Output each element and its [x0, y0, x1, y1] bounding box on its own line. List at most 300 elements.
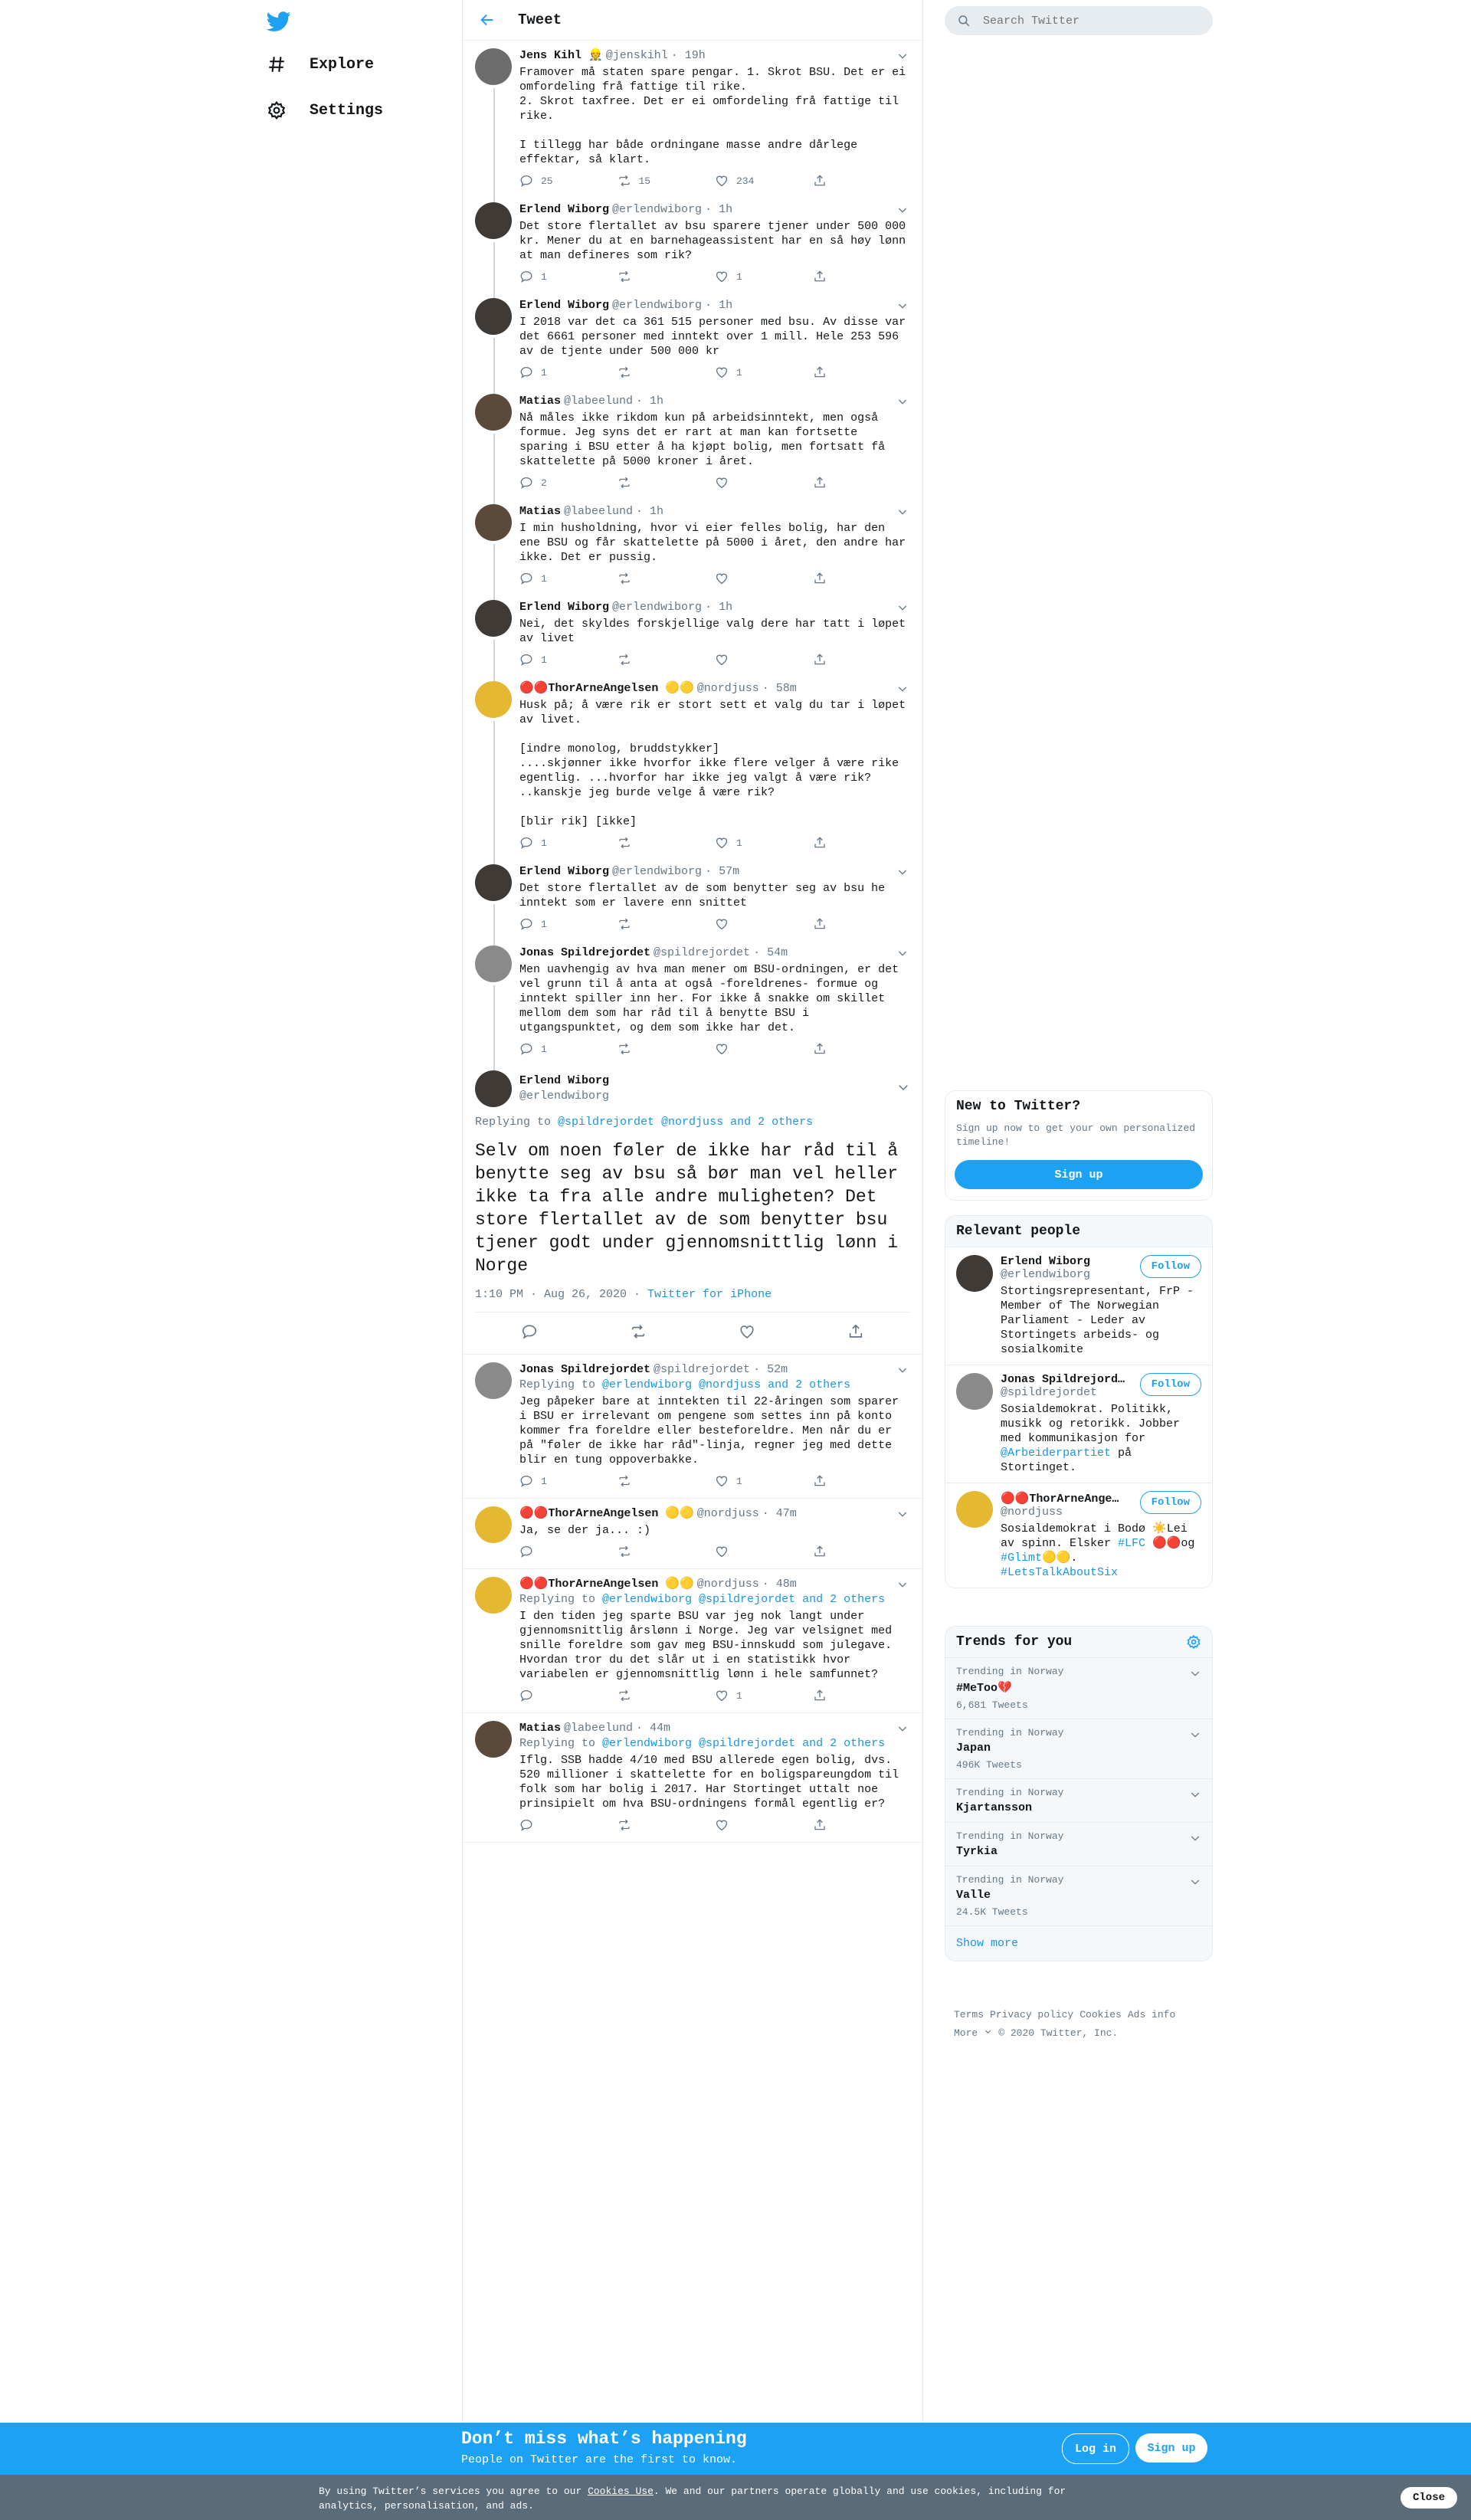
like-icon [715, 174, 729, 188]
person-bio [1001, 1522, 1201, 1580]
like-action[interactable] [715, 1474, 813, 1488]
reply-icon [519, 1474, 533, 1488]
avatar[interactable] [475, 1721, 512, 1758]
avatar[interactable] [475, 1506, 512, 1543]
author-name[interactable]: 🔴🔴ThorArneAngelsen 🟡🟡 [519, 1578, 694, 1591]
share-action[interactable] [813, 365, 911, 379]
chevron-down-icon[interactable] [895, 1506, 910, 1522]
avatar[interactable] [956, 1373, 993, 1410]
reply-action[interactable] [519, 270, 618, 283]
retweet-icon [618, 1474, 631, 1488]
author-name[interactable]: Erlend Wiborg [519, 299, 610, 312]
retweet-action[interactable] [618, 1545, 716, 1558]
tweet[interactable] [463, 1355, 922, 1499]
tweet-source[interactable]: Twitter for iPhone [647, 1288, 772, 1301]
tweet-actions [519, 829, 910, 857]
author-handle[interactable]: @nordjuss [696, 1578, 759, 1591]
chevron-down-icon [984, 2027, 992, 2036]
reply-icon [519, 1689, 533, 1702]
person-bio [1001, 1402, 1201, 1475]
cookie-text-pre: By using Twitter’s services you agree to our [319, 2486, 588, 2497]
share-action[interactable] [813, 572, 911, 585]
share-icon [813, 1689, 827, 1702]
share-icon[interactable] [847, 1323, 864, 1344]
back-arrow-icon[interactable] [472, 5, 503, 35]
trend-list [945, 1657, 1212, 1925]
author-handle[interactable]: @erlendwiborg [612, 865, 703, 878]
like-icon [715, 917, 729, 931]
author-handle[interactable]: @erlendwiborg [519, 1090, 610, 1103]
author-name[interactable]: Jonas Spildrejordet [519, 1363, 651, 1376]
replying-to-link[interactable]: @spildrejordet @nordjuss and 2 others [558, 1116, 814, 1129]
chevron-down-icon[interactable] [1189, 1788, 1201, 1804]
reply-count: 1 [541, 1043, 547, 1055]
tweet-time[interactable]: · 52m [753, 1363, 788, 1376]
author-handle[interactable]: @labeelund [564, 395, 634, 408]
tweet-time[interactable]: · 1h [705, 299, 733, 312]
bio-text: 🔴🔴og [1145, 1537, 1195, 1550]
retweet-icon [618, 174, 631, 188]
gear-icon[interactable] [1186, 1634, 1201, 1654]
bio-hashtag-link[interactable]: #LFC [1118, 1537, 1146, 1550]
avatar[interactable] [475, 202, 512, 239]
reply-icon [519, 653, 533, 667]
share-action[interactable] [813, 1042, 911, 1056]
like-action[interactable] [715, 365, 813, 379]
retweet-action[interactable] [618, 1818, 716, 1832]
tweet-text: I den tiden jeg sparte BSU var jeg nok langt under gjennomsnittlig årslønn i Norge. Jeg var velsignet med snille foreldre som gav meg BSU-innskudd som julegave. Hvordan tror du det slår ut i en statistikk hvor variabelen er gjennomsnittlig lønn i hele samfunnet? [519, 1610, 899, 1681]
relevant-people-card [945, 1215, 1213, 1588]
share-icon [813, 1042, 827, 1056]
replying-to-link[interactable]: @erlendwiborg @nordjuss and 2 others [602, 1378, 851, 1391]
hashtag-icon [265, 53, 288, 76]
reply-icon [519, 365, 533, 379]
retweet-action[interactable] [618, 174, 716, 188]
retweet-action[interactable] [618, 365, 716, 379]
trend-item[interactable] [945, 1719, 1212, 1778]
chevron-down-icon[interactable] [895, 1577, 910, 1592]
avatar[interactable] [475, 504, 512, 541]
trend-item[interactable] [945, 1866, 1212, 1925]
tweet-actions [519, 167, 910, 195]
trend-item[interactable] [945, 1822, 1212, 1866]
follow-button[interactable]: Follow [1140, 1491, 1201, 1514]
chevron-down-icon[interactable] [895, 945, 910, 961]
tweet-time[interactable]: · 48m [762, 1578, 797, 1591]
author-handle[interactable]: @jenskihl [605, 49, 668, 62]
follow-button[interactable]: Follow [1140, 1255, 1201, 1278]
tweet-time[interactable]: · 1h [636, 505, 664, 518]
replying-prefix: Replying to [475, 1116, 559, 1129]
person-item[interactable] [945, 1247, 1212, 1365]
retweet-action[interactable] [618, 917, 716, 931]
bio-text: Sosialdemokrat i Bodø ☀️Lei av spinn. Elsker [1001, 1522, 1188, 1550]
like-action[interactable] [715, 572, 813, 585]
tweet[interactable] [463, 496, 922, 592]
search-bar[interactable] [945, 6, 1213, 35]
author-handle[interactable]: @erlendwiborg [612, 203, 703, 216]
footer-more-label: More [954, 2027, 978, 2039]
author-name[interactable]: Jens Kihl 👷 [519, 49, 603, 62]
reply-action[interactable] [519, 653, 618, 667]
author-name[interactable]: Erlend Wiborg [519, 1074, 610, 1087]
like-icon [715, 1689, 729, 1702]
person-name[interactable]: 🔴🔴ThorArneAnge… [1001, 1493, 1119, 1506]
like-action[interactable] [715, 1545, 813, 1558]
share-icon [813, 1545, 827, 1558]
retweet-action[interactable] [618, 653, 716, 667]
like-icon [715, 1818, 729, 1832]
avatar[interactable] [475, 1362, 512, 1399]
follow-button[interactable]: Follow [1140, 1373, 1201, 1396]
reply-action[interactable] [519, 365, 618, 379]
column-header [463, 0, 922, 41]
avatar[interactable] [475, 394, 512, 431]
retweet-icon [618, 836, 631, 850]
replying-to-link[interactable]: @erlendwiborg @spildrejordet and 2 others [602, 1593, 886, 1606]
replying-prefix: Replying to [519, 1593, 603, 1606]
chevron-down-icon[interactable] [895, 504, 910, 519]
show-more-link[interactable]: Show more [945, 1925, 1212, 1961]
trend-item[interactable] [945, 1778, 1212, 1822]
like-icon [715, 270, 729, 283]
share-icon [813, 836, 827, 850]
reply-count: 25 [541, 175, 553, 187]
author-handle[interactable]: @labeelund [564, 505, 634, 518]
trend-context: Trending in Norway [956, 1666, 1064, 1677]
trend-name: Tyrkia [956, 1845, 998, 1858]
replying-to-link[interactable]: @erlendwiborg @spildrejordet and 2 others [602, 1737, 886, 1750]
tweet-text: Det store flertallet av de som benytter seg av bsu he inntekt som er lavere enn snittet [519, 882, 893, 909]
author-name[interactable]: 🔴🔴ThorArneAngelsen 🟡🟡 [519, 1507, 694, 1520]
author-handle[interactable]: @nordjuss [696, 682, 759, 695]
tweet-time[interactable]: · 57m [705, 865, 740, 878]
like-icon [715, 1474, 729, 1488]
search-input[interactable] [981, 14, 1199, 28]
author-handle[interactable]: @spildrejordet [654, 1363, 751, 1376]
reply-action[interactable] [519, 572, 618, 585]
relevant-people-title: Relevant people [945, 1216, 1212, 1247]
retweet-icon [618, 572, 631, 585]
reply-action[interactable] [519, 836, 618, 850]
trend-name: Japan [956, 1742, 991, 1755]
trends-card [945, 1626, 1213, 1961]
like-icon [715, 1545, 729, 1558]
reply-icon [519, 917, 533, 931]
author-name[interactable]: Matias [519, 1722, 562, 1735]
like-action[interactable] [715, 917, 813, 931]
author-name[interactable]: Erlend Wiborg [519, 203, 610, 216]
reply-action[interactable] [519, 1818, 618, 1832]
login-button[interactable]: Log in [1062, 2433, 1129, 2464]
person-handle: @spildrejordet [1001, 1386, 1098, 1399]
bio-hashtag-link[interactable]: #LetsTalkAboutSix [1001, 1566, 1119, 1579]
author-name[interactable]: Erlend Wiborg [519, 865, 610, 878]
author-handle[interactable]: @spildrejordet [654, 946, 751, 959]
twitter-bird-icon[interactable] [267, 9, 291, 34]
tweet[interactable] [463, 1499, 922, 1569]
signup-banner [0, 2423, 1471, 2475]
retweet-icon [618, 1545, 631, 1558]
replying-to [519, 1378, 910, 1393]
bio-text: 🟡🟡. [1042, 1552, 1078, 1565]
tweet[interactable] [463, 386, 922, 496]
tweet[interactable] [463, 41, 922, 195]
author-handle[interactable]: @erlendwiborg [612, 601, 703, 614]
tweet-text: Jeg påpeker bare at inntekten til 22-åringen som sparer i BSU er irrelevant om pengene som settes inn på konto kommer fra foreldre eller besteforeldre. Men når du er på "føler de ikke har råd"-linja, regner jeg med dette blir en tung oppoverbakke. [519, 1395, 906, 1466]
chevron-down-icon[interactable] [1189, 1832, 1201, 1848]
author-name[interactable]: Jonas Spildrejordet [519, 946, 651, 959]
chevron-down-icon[interactable] [895, 48, 910, 64]
share-icon [813, 572, 827, 585]
share-action[interactable] [813, 476, 911, 490]
retweet-action[interactable] [618, 572, 716, 585]
like-action[interactable] [715, 1818, 813, 1832]
share-action[interactable] [813, 1689, 911, 1702]
reply-icon [519, 1818, 533, 1832]
tweet-time[interactable]: · 1h [705, 203, 733, 216]
tweet-text: Iflg. SSB hadde 4/10 med BSU allerede egen bolig, dvs. 520 millioner i skattelette for en boligspareungdom til folk som har bolig i 2017. Har Stortinget uttalt noe prinsipielt om hva BSU-ordningens formål egentlig er? [519, 1754, 906, 1811]
avatar[interactable] [956, 1491, 993, 1528]
signup-button[interactable]: Sign up [955, 1160, 1203, 1189]
tweet-text: Husk på; å være rik er stort sett et valg du tar i løpet av livet. [indre monolog, bruddstykker] ....skjønner ikke hvorfor ikke flere velger å være rike egentlig. ...hvorfor har ikke jeg valgt å være rik? ..kanskje jeg burde velge å være rik? [blir rik] [ikke] [519, 699, 906, 828]
avatar[interactable] [956, 1255, 993, 1292]
reply-action[interactable] [519, 1689, 618, 1702]
reply-action[interactable] [519, 174, 618, 188]
tweet[interactable] [463, 592, 922, 673]
reply-action[interactable] [519, 1042, 618, 1056]
reply-icon [519, 270, 533, 283]
reply-icon [519, 174, 533, 188]
chevron-down-icon[interactable] [1189, 1729, 1201, 1745]
tweet-meta [475, 1277, 910, 1312]
reply-list [463, 1355, 922, 1843]
tweet-time[interactable]: · 1h [705, 601, 733, 614]
nav-settings[interactable] [265, 92, 383, 129]
tweet[interactable] [463, 195, 922, 290]
like-count: 1 [736, 366, 742, 378]
new-to-twitter-subtitle: Sign up now to get your own personalized timeline! [956, 1122, 1196, 1148]
share-action[interactable] [813, 1545, 911, 1558]
banner-subtitle: People on Twitter are the first to know. [461, 2453, 738, 2466]
trend-name: Kjartansson [956, 1801, 1033, 1814]
cookie-text-post: . We and our partners operate globally and use cookies, including for analytics, personalisation, and ads. [319, 2486, 1066, 2512]
tweet[interactable] [463, 1569, 922, 1713]
tweet-time[interactable]: · 58m [762, 682, 797, 695]
share-action[interactable] [813, 270, 911, 283]
like-icon [715, 476, 729, 490]
avatar[interactable] [475, 48, 512, 85]
tweet[interactable] [463, 1713, 922, 1843]
trend-count: 6,681 Tweets [956, 1699, 1028, 1711]
chevron-down-icon[interactable] [1189, 1667, 1201, 1683]
nav-explore[interactable] [265, 46, 374, 83]
tweet-text: I min husholdning, hvor vi eier felles bolig, har den ene BSU og får skattelette på 5000 i året, den andre har ikke. Det er pussig. [519, 522, 913, 564]
like-action[interactable] [715, 836, 813, 850]
footer-ads-link[interactable]: Ads info [1127, 2009, 1176, 2020]
cookie-close-button[interactable]: Close [1401, 2487, 1457, 2509]
like-action[interactable] [715, 1689, 813, 1702]
replying-prefix: Replying to [519, 1378, 603, 1391]
retweet-icon [618, 476, 631, 490]
retweet-icon [618, 365, 631, 379]
tweet-text: Nei, det skyldes forskjellige valg dere har tatt i løpet av livet [519, 618, 913, 645]
person-handle: @erlendwiborg [1001, 1268, 1091, 1281]
author-handle[interactable]: @nordjuss [696, 1507, 759, 1520]
tweet-actions [519, 910, 910, 938]
footer-terms-link[interactable]: Terms [954, 2009, 984, 2020]
like-count: 1 [736, 837, 742, 849]
tweet-timestamp[interactable]: 1:10 PM · Aug 26, 2020 · [475, 1288, 648, 1301]
tweet-time[interactable]: · 54m [753, 946, 788, 959]
tweet[interactable] [463, 857, 922, 938]
share-icon [813, 174, 827, 188]
reply-icon [519, 1545, 533, 1558]
like-icon[interactable] [739, 1323, 755, 1344]
like-icon [715, 572, 729, 585]
chevron-down-icon[interactable] [895, 202, 910, 218]
tweet[interactable] [463, 290, 922, 386]
reply-action[interactable] [519, 917, 618, 931]
retweet-action[interactable] [618, 1474, 716, 1488]
trend-context: Trending in Norway [956, 1874, 1064, 1886]
chevron-down-icon[interactable] [896, 1080, 910, 1098]
share-icon [813, 653, 827, 667]
avatar[interactable] [475, 600, 512, 637]
retweet-action[interactable] [618, 1689, 716, 1702]
footer-privacy-link[interactable]: Privacy policy [990, 2009, 1074, 2020]
share-action[interactable] [813, 174, 911, 188]
nav-settings-label: Settings [310, 101, 384, 120]
like-action[interactable] [715, 1042, 813, 1056]
like-action[interactable] [715, 476, 813, 490]
tweet-time[interactable]: · 47m [762, 1507, 797, 1520]
footer-cookies-link[interactable]: Cookies [1079, 2009, 1122, 2020]
avatar[interactable] [475, 298, 512, 335]
retweet-action[interactable] [618, 476, 716, 490]
person-name[interactable]: Erlend Wiborg [1001, 1255, 1091, 1268]
tweet[interactable] [463, 938, 922, 1063]
tweet-actions [519, 1811, 910, 1839]
author-handle[interactable]: @labeelund [564, 1722, 634, 1735]
retweet-action[interactable] [618, 1042, 716, 1056]
tweet-text: Men uavhengig av hva man mener om BSU-ordningen, er det vel grunn til å anta at også -foreldrenes- formue og inntekt spiller inn her. For ikke å snakke om skillet mellom dem som har råd til å benytte BSU i utgangspunktet, og dem som ikke har det. [519, 963, 906, 1034]
cookie-use-link[interactable]: Cookies Use [588, 2486, 654, 2497]
share-action[interactable] [813, 917, 911, 931]
author-handle[interactable]: @erlendwiborg [612, 299, 703, 312]
avatar[interactable] [475, 945, 512, 982]
reply-icon [519, 572, 533, 585]
chevron-down-icon[interactable] [895, 600, 910, 615]
reply-action[interactable] [519, 476, 618, 490]
tweet-text: Framover må staten spare pengar. 1. Skrot BSU. Det er ei omfordeling frå fattige til rike. 2. Skrot taxfree. Det er ei omfordeling frå fattige til rike. I tillegg har både ordningane masse andre dårlege effektar, så klart. [519, 66, 906, 166]
trend-item[interactable] [945, 1657, 1212, 1719]
chevron-down-icon[interactable] [895, 864, 910, 880]
reply-action[interactable] [519, 1545, 618, 1558]
reply-icon[interactable] [521, 1323, 538, 1344]
chevron-down-icon[interactable] [895, 1362, 910, 1378]
tweet-actions [519, 565, 910, 592]
trend-count: 24.5K Tweets [956, 1906, 1028, 1918]
retweet-action[interactable] [618, 270, 716, 283]
new-to-twitter-card [945, 1090, 1213, 1201]
thread-list [463, 41, 922, 1063]
tweet-time[interactable]: · 1h [636, 395, 664, 408]
share-action[interactable] [813, 836, 911, 850]
avatar[interactable] [475, 681, 512, 718]
author-name[interactable]: Erlend Wiborg [519, 601, 610, 614]
share-action[interactable] [813, 653, 911, 667]
tweet-time[interactable]: · 19h [670, 49, 706, 62]
chevron-down-icon[interactable] [895, 394, 910, 409]
bio-hashtag-link[interactable]: #Glimt [1001, 1552, 1043, 1565]
like-action[interactable] [715, 174, 813, 188]
like-icon [715, 1042, 729, 1056]
cookie-text [319, 2484, 1085, 2513]
new-to-twitter-title: New to Twitter? [956, 1099, 1081, 1114]
share-icon [813, 476, 827, 490]
footer-more-link[interactable] [954, 2027, 992, 2039]
replying-prefix: Replying to [519, 1737, 603, 1750]
person-item[interactable] [945, 1365, 1212, 1483]
signup-banner-button[interactable]: Sign up [1135, 2433, 1207, 2463]
tweet-time[interactable]: · 44m [636, 1722, 671, 1735]
trends-title [945, 1627, 1212, 1657]
bio-mention-link[interactable]: @Arbeiderpartiet [1001, 1447, 1112, 1460]
chevron-down-icon[interactable] [895, 1721, 910, 1736]
trends-title-text: Trends for you [956, 1634, 1073, 1650]
tweet-actions [519, 1682, 910, 1709]
avatar[interactable] [475, 864, 512, 901]
avatar[interactable] [475, 1070, 512, 1107]
tweet-text: Ja, se der ja... :) [519, 1524, 651, 1537]
main-column [462, 0, 923, 2520]
page-title: Tweet [518, 11, 562, 28]
author-name[interactable]: Matias [519, 395, 562, 408]
share-action[interactable] [813, 1818, 911, 1832]
reply-count: 2 [541, 477, 547, 489]
retweet-count: 15 [638, 175, 651, 187]
like-count: 1 [736, 1475, 742, 1487]
chevron-down-icon[interactable] [1189, 1876, 1201, 1892]
tweet-actions [519, 359, 910, 386]
reply-count: 1 [541, 572, 547, 585]
like-icon [715, 836, 729, 850]
reply-action[interactable] [519, 1474, 618, 1488]
trend-name: #MeToo💔 [956, 1682, 1012, 1695]
trend-context: Trending in Norway [956, 1830, 1064, 1842]
tweet-actions [519, 1035, 910, 1063]
author-name[interactable]: 🔴🔴ThorArneAngelsen 🟡🟡 [519, 682, 694, 695]
author-name[interactable]: Matias [519, 505, 562, 518]
person-name[interactable]: Jonas Spildrejord… [1001, 1373, 1125, 1386]
like-action[interactable] [715, 270, 813, 283]
retweet-icon[interactable] [630, 1323, 647, 1344]
chevron-down-icon[interactable] [895, 298, 910, 313]
person-item[interactable] [945, 1483, 1212, 1588]
tweet-text: Selv om noen føler de ikke har råd til å benytte seg av bsu så bør man vel heller ikke ta fra alle andre muligheten? Det store flertallet av de som benytter bsu tjener godt under gjennomsnittlig lønn i Norge [475, 1141, 909, 1276]
tweet-text: Det store flertallet av bsu sparere tjener under 500 000 kr. Mener du at en barnehageassistent har en så høy lønn at man defineres som rik? [519, 220, 913, 262]
avatar[interactable] [475, 1577, 512, 1614]
chevron-down-icon[interactable] [895, 681, 910, 696]
trend-name: Valle [956, 1889, 991, 1902]
like-icon [715, 653, 729, 667]
share-action[interactable] [813, 1474, 911, 1488]
footer-copyright: © 2020 Twitter, Inc. [998, 2027, 1119, 2039]
retweet-action[interactable] [618, 836, 716, 850]
like-action[interactable] [715, 653, 813, 667]
tweet[interactable] [463, 673, 922, 857]
